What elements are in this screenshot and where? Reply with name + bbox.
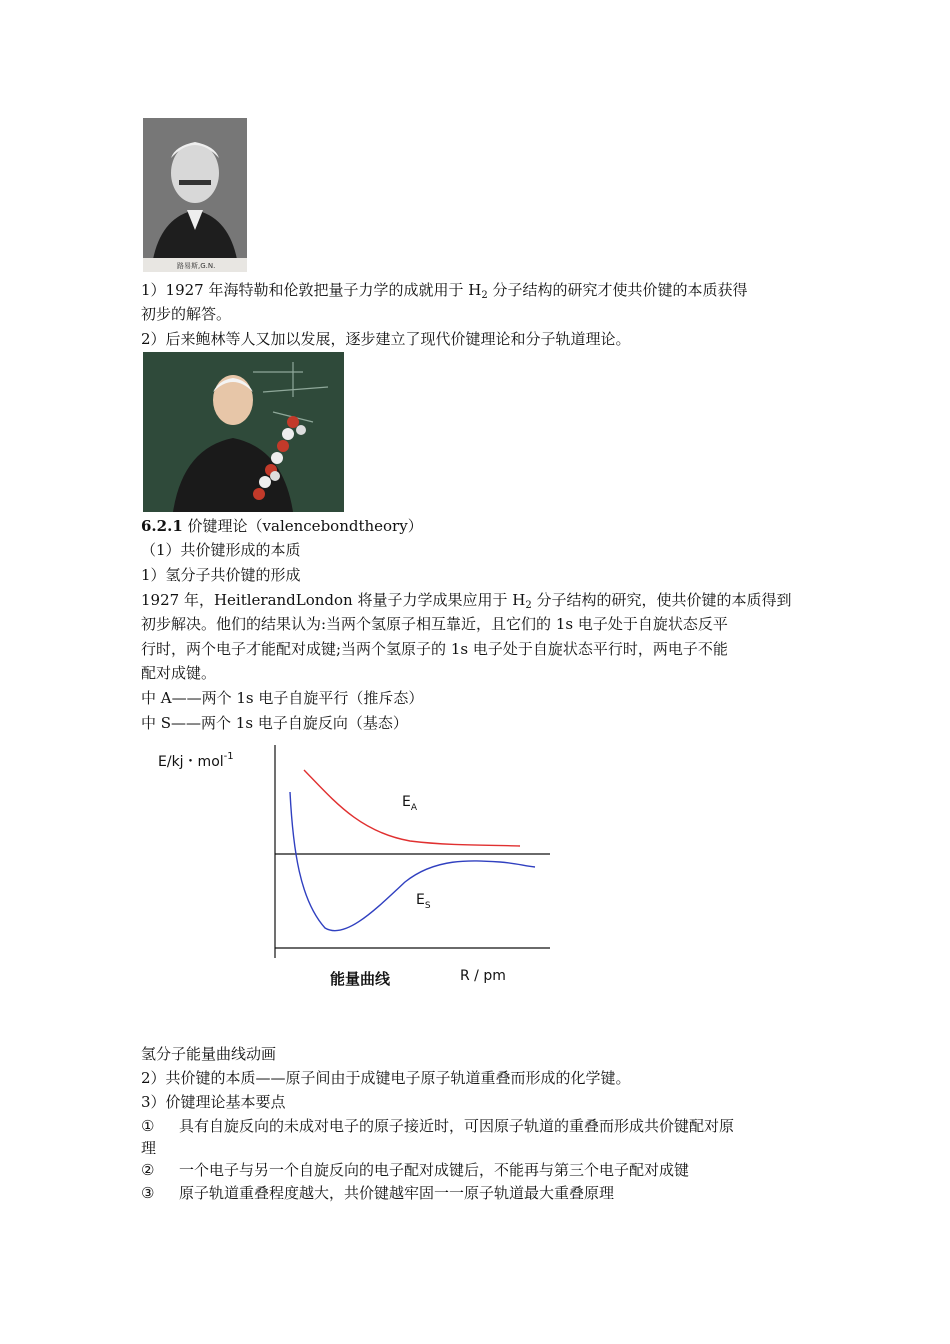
subheading-1: （1）共价键形成的本质 xyxy=(141,541,301,559)
intro-line-2: 初步的解答。 xyxy=(141,305,232,323)
intro-line-1-b: 分子结构的研究才使共价键的本质获得 xyxy=(487,281,748,299)
portrait-photo-2 xyxy=(143,352,344,512)
legend-label-ea: $E_A$ xyxy=(402,794,418,813)
list-item-1-continued: 理 xyxy=(141,1139,157,1157)
list-number-1: ① xyxy=(141,1117,155,1135)
portrait-photo-1 xyxy=(143,118,247,272)
y-axis-label: E/kj・mol$^{-1}$ xyxy=(158,751,234,770)
intro-line-3: 2）后来鲍林等人又加以发展，逐步建立了现代价键理论和分子轨道理论。 xyxy=(141,330,631,348)
subscript-2b: 2 xyxy=(525,600,532,611)
psi-a-line: 中 A——两个 1s 电子自旋平行（推斥态） xyxy=(141,689,424,707)
list-item-3-text: 原子轨道重叠程度越大，共价键越牢固一一原子轨道最大重叠原理 xyxy=(179,1184,615,1202)
section-title: 价键理论（valencebondtheory） xyxy=(182,517,423,535)
paragraph-line-1-a: 1927 年，HeitlerandLondon 将量子力学成果应用于 H xyxy=(141,591,526,609)
animation-caption: 氢分子能量曲线动画 xyxy=(141,1045,277,1063)
list-item-2 xyxy=(141,1158,689,1182)
list-number-2: ② xyxy=(141,1161,155,1179)
energy-curve-chart xyxy=(150,740,570,1000)
subscript-2: 2 xyxy=(481,290,488,301)
list-number-3: ③ xyxy=(141,1184,155,1202)
intro-line-1-a: 1）1927 年海特勒和伦敦把量子力学的成就用于 H xyxy=(141,281,482,299)
basics-heading: 3）价键理论基本要点 xyxy=(141,1093,286,1111)
subheading-2: 1）氢分子共价键的形成 xyxy=(141,566,301,584)
paragraph-line-2: 初步解决。他们的结果认为:当两个氢原子相互靠近，且它们的 1s 电子处于自旋状态反平 xyxy=(141,615,728,633)
photo-caption: 路易斯,G.N. xyxy=(177,262,216,270)
chart-title: 能量曲线 xyxy=(330,970,391,988)
list-item-3 xyxy=(141,1181,614,1205)
section-heading xyxy=(141,514,423,538)
photo-caption-strip xyxy=(143,258,247,272)
intro-line-1 xyxy=(141,278,748,308)
section-number: 6.2.1 xyxy=(141,517,183,535)
psi-s-line: 中 S——两个 1s 电子自旋反向（基态） xyxy=(141,714,408,732)
x-axis-label: R / pm xyxy=(460,968,506,984)
list-item-1-text: 具有自旋反向的未成对电子的原子接近时，可因原子轨道的重叠而形成共价键配对原 xyxy=(179,1117,735,1135)
paragraph-line-1-b: 分子结构的研究，使共价键的本质得到 xyxy=(531,591,792,609)
paragraph-line-3: 行时，两个电子才能配对成键;当两个氢原子的 1s 电子处于自旋状态平行时，两电子不能 xyxy=(141,640,728,658)
essence-line: 2）共价键的本质——原子间由于成键电子原子轨道重叠而形成的化学键。 xyxy=(141,1069,631,1087)
legend-label-es: $E_S$ xyxy=(416,892,431,911)
scientist-illustration xyxy=(143,352,344,512)
paragraph-line-4: 配对成键。 xyxy=(141,664,217,682)
list-item-2-text: 一个电子与另一个自旋反向的电子配对成键后，不能再与第三个电子配对成键 xyxy=(179,1161,690,1179)
list-item-1 xyxy=(141,1114,734,1138)
portrait-illustration xyxy=(143,118,247,272)
